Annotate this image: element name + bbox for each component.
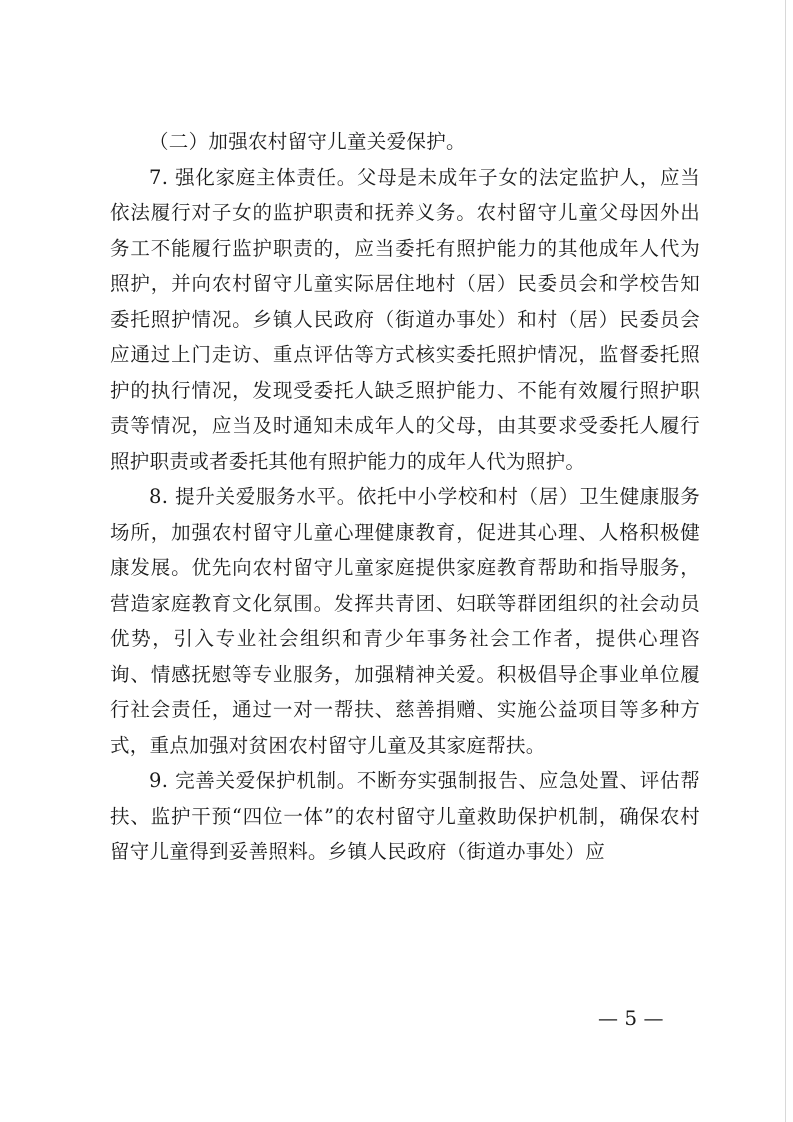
page-edge-line — [785, 0, 786, 1122]
paragraph-7: 7. 强化家庭主体责任。父母是未成年子女的法定监护人，应当依法履行对子女的监护职责和抚养义务。农村留守儿童父母因外出务工不能履行监护职责的，应当委托有照护能力的其他成年人代为照护，并向农村留守儿童实际居住地村（居）民委员会和学校告知委托照护情况。乡镇人民政府（街道办事处）和村（居）民委员会应通过上门走访、重点评估等方式核实委托照护情况，监督委托照护的执行情况，发现受委托人缺乏照护能力、不能有效履行照护职责等情况，应当及时通知未成年人的父母，由其要求受委托人履行照护职责或者委托其他有照护能力的成年人代为照护。 — [110, 165, 700, 473]
paragraph-8: 8. 提升关爱服务水平。依托中小学校和村（居）卫生健康服务场所，加强农村留守儿童心理健康教育，促进其心理、人格积极健康发展。优先向农村留守儿童家庭提供家庭教育帮助和指导服务，营造家庭教育文化氛围。发挥共青团、妇联等群团组织的社会动员优势，引入专业社会组织和青少年事务社会工作者，提供心理咨询、情感抚慰等专业服务，加强精神关爱。积极倡导企事业单位履行社会责任，通过一对一帮扶、慈善捐赠、实施公益项目等多种方式，重点加强对贫困农村留守儿童及其家庭帮扶。 — [110, 485, 700, 757]
section-heading: （二）加强农村留守儿童关爱保护。 — [149, 130, 466, 153]
body-text — [110, 124, 700, 870]
page-number: — 5 — — [598, 1006, 664, 1030]
paragraph-9: 9. 完善关爱保护机制。不断夯实强制报告、应急处置、评估帮扶、监护干预“四位一体”的农村留守儿童救助保护机制，确保农村留守儿童得到妥善照料。乡镇人民政府（街道办事处）应 — [110, 769, 700, 863]
